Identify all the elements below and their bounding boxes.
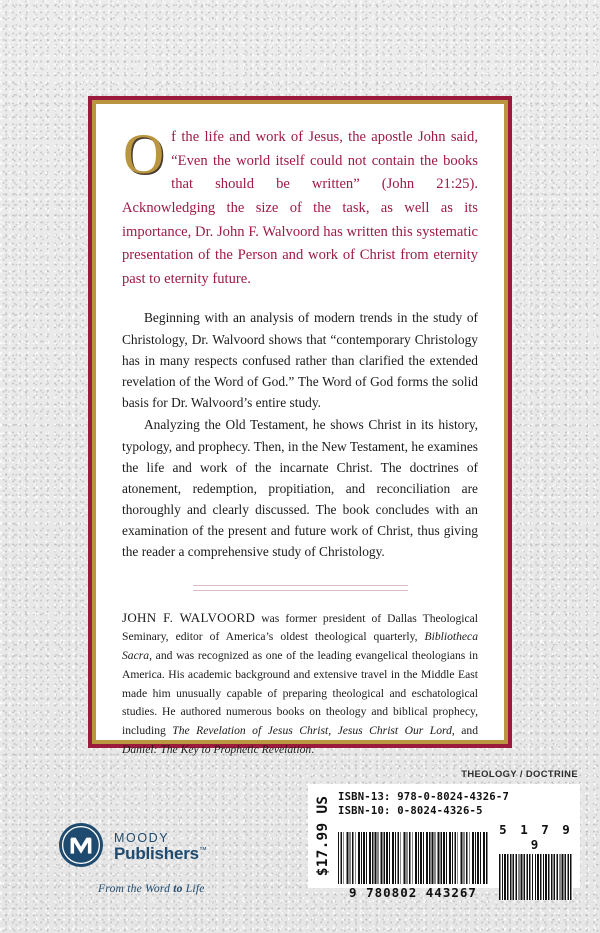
bio-part-1: was former president of Dallas Theological Seminary, editor of America’s oldest theological quarterly, [122, 611, 478, 644]
logo-row [58, 822, 278, 873]
ean13-barcode [338, 832, 488, 900]
price-label [308, 784, 338, 888]
bio-part-2: , and was recognized as one of the leading evangelical theologians in America. His academic background and extensive travel in the Middle East made him unusually capable of preparing theological and eschatological studies. He authored numerous books on theology and biblical prophecy, including [122, 649, 478, 738]
bio-part-3: and [454, 724, 478, 738]
barcode-block [308, 784, 580, 900]
bio-part-4: . [311, 743, 315, 757]
section-divider [193, 585, 408, 591]
blurb-panel [96, 104, 504, 757]
intro-text: f the life and work of Jesus, the apostle John said, “Even the world itself could not contain the books that should be written” (John 21:25). Acknowledging the size of the task, as well as its importance, Dr. John F. Walvoord has written this systematic presentation of the Person and work of Christ from eternity past to eternity future. [122, 129, 478, 287]
moody-monogram-icon [58, 822, 104, 873]
isbn-lines [338, 790, 576, 819]
barcode-main [338, 784, 580, 900]
logo-moody-text: MOODY [114, 831, 170, 846]
category-label: THEOLOGY / DOCTRINE [461, 768, 578, 779]
isbn10-line: ISBN-10: 0-8024-4326-5 [338, 805, 483, 818]
tagline-before: From the Word [98, 882, 174, 895]
journal-title: Bibliotheca Sacra [122, 630, 478, 663]
ean13-digits: 9 780802 443267 [349, 884, 477, 900]
logo-wordmark [114, 832, 207, 863]
addon-bars [499, 854, 573, 900]
logo-publishers-word: Publishers [114, 844, 199, 864]
publisher-logo [58, 822, 278, 895]
book-title-2: Daniel: The Key to Prophetic Revelation [122, 743, 312, 757]
trademark-symbol: ™ [198, 845, 207, 855]
barcode-bars-row [338, 822, 576, 900]
drop-cap: O [123, 123, 165, 186]
price-text: $17.99 US [315, 795, 331, 877]
cover-frame [88, 96, 512, 757]
logo-publishers-text [114, 845, 207, 863]
logo-tagline [98, 882, 278, 895]
body-paragraph-1: Beginning with an analysis of modern trends in the study of Christology, Dr. Walvoord shows that “contemporary Christology has in many respects confused rather than clarified the extended revelation of the Word of God.” The Word of God forms the solid basis for Dr. Walvoord’s entire study. [122, 310, 478, 411]
body-paragraph-2: Analyzing the Old Testament, he shows Christ in its history, typology, and prophecy. Then, in the New Testament, he examines the life and work of the incarnate Christ. The doctrines of atonement, redemption, propitiation, and reconciliation are thoroughly and clearly discussed. The book concludes with an examination of the present and future work of Christ, thus giving the reader a comprehensive study of Christology. [122, 417, 478, 560]
divider-rule-top [193, 585, 408, 587]
isbn13-line: ISBN-13: 978-0-8024-4326-7 [338, 791, 510, 803]
author-name: JOHN F. WALVOORD [122, 609, 256, 625]
addon-digits: 5 1 7 9 9 [499, 821, 573, 852]
intro-paragraph [122, 123, 478, 291]
addon-barcode [499, 822, 573, 900]
ean13-bars [338, 832, 488, 884]
tagline-bold: to [173, 882, 183, 895]
book-titles-1: The Revelation of Jesus Christ, Jesus Christ Our Lord, [172, 724, 455, 738]
divider-rule-bottom [193, 590, 408, 592]
author-bio [122, 607, 478, 760]
tagline-after: Life [182, 882, 205, 895]
